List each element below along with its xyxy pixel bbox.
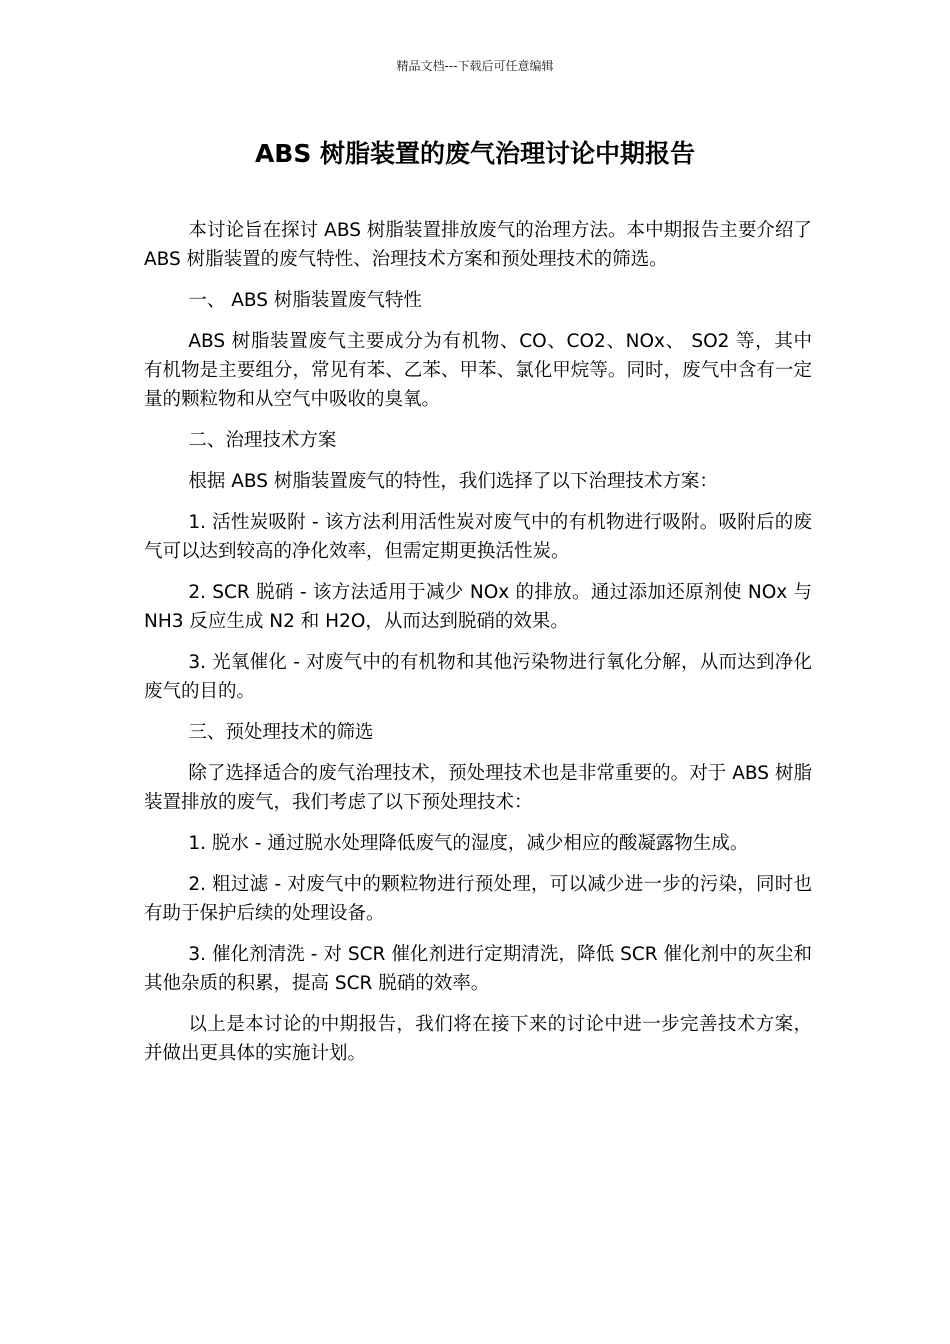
list-item-scr-denitration: 2. SCR 脱硝 - 该方法适用于减少 NOx 的排放。通过添加还原剂使 NOx 与 NH3 反应生成 N2 和 H2O，从而达到脱硝的效果。 <box>144 582 812 632</box>
section-heading-1: 一、 ABS 树脂装置废气特性 <box>188 290 422 311</box>
paragraph-scheme-intro: 根据 ABS 树脂装置废气的特性，我们选择了以下治理技术方案： <box>188 471 718 492</box>
paragraph-pretreatment-intro: 除了选择适合的废气治理技术，预处理技术也是非常重要的。对于 ABS 树脂装置排放的废气，我们考虑了以下预处理技术： <box>144 763 812 813</box>
paragraph-conclusion: 以上是本讨论的中期报告，我们将在接下来的讨论中进一步完善技术方案，并做出更具体的实施计划。 <box>144 1014 812 1064</box>
header-note: 精品文档---下载后可任意编辑 <box>396 59 554 73</box>
section-heading-3: 三、预处理技术的筛选 <box>188 722 374 743</box>
paragraph-intro: 本讨论旨在探讨 ABS 树脂装置排放废气的治理方法。本中期报告主要介绍了 ABS 树脂装置的废气特性、治理技术方案和预处理技术的筛选。 <box>144 220 812 270</box>
document-body <box>144 216 812 1080</box>
document-title: ABS 树脂装置的废气治理讨论中期报告 <box>254 139 696 168</box>
list-item-photo-oxidation: 3. 光氧催化 - 对废气中的有机物和其他污染物进行氧化分解，从而达到净化废气的目的。 <box>144 652 812 702</box>
list-item-catalyst-cleaning: 3. 催化剂清洗 - 对 SCR 催化剂进行定期清洗，降低 SCR 催化剂中的灰尘和其他杂质的积累，提高 SCR 脱硝的效率。 <box>144 944 812 994</box>
list-item-coarse-filtration: 2. 粗过滤 - 对废气中的颗粒物进行预处理，可以减少进一步的污染，同时也有助于保护后续的处理设备。 <box>144 874 812 924</box>
paragraph-gas-characteristics: ABS 树脂装置废气主要成分为有机物、CO、CO2、NOx、 SO2 等，其中有机物是主要组分，常见有苯、乙苯、甲苯、氯化甲烷等。同时，废气中含有一定量的颗粒物和从空气中吸收的臭氧。 <box>144 331 812 410</box>
list-item-dehydration: 1. 脱水 - 通过脱水处理降低废气的湿度，减少相应的酸凝露物生成。 <box>188 833 749 854</box>
list-item-activated-carbon: 1. 活性炭吸附 - 该方法利用活性炭对废气中的有机物进行吸附。吸附后的废气可以达到较高的净化效率，但需定期更换活性炭。 <box>144 512 812 562</box>
section-heading-2: 二、治理技术方案 <box>188 430 337 451</box>
